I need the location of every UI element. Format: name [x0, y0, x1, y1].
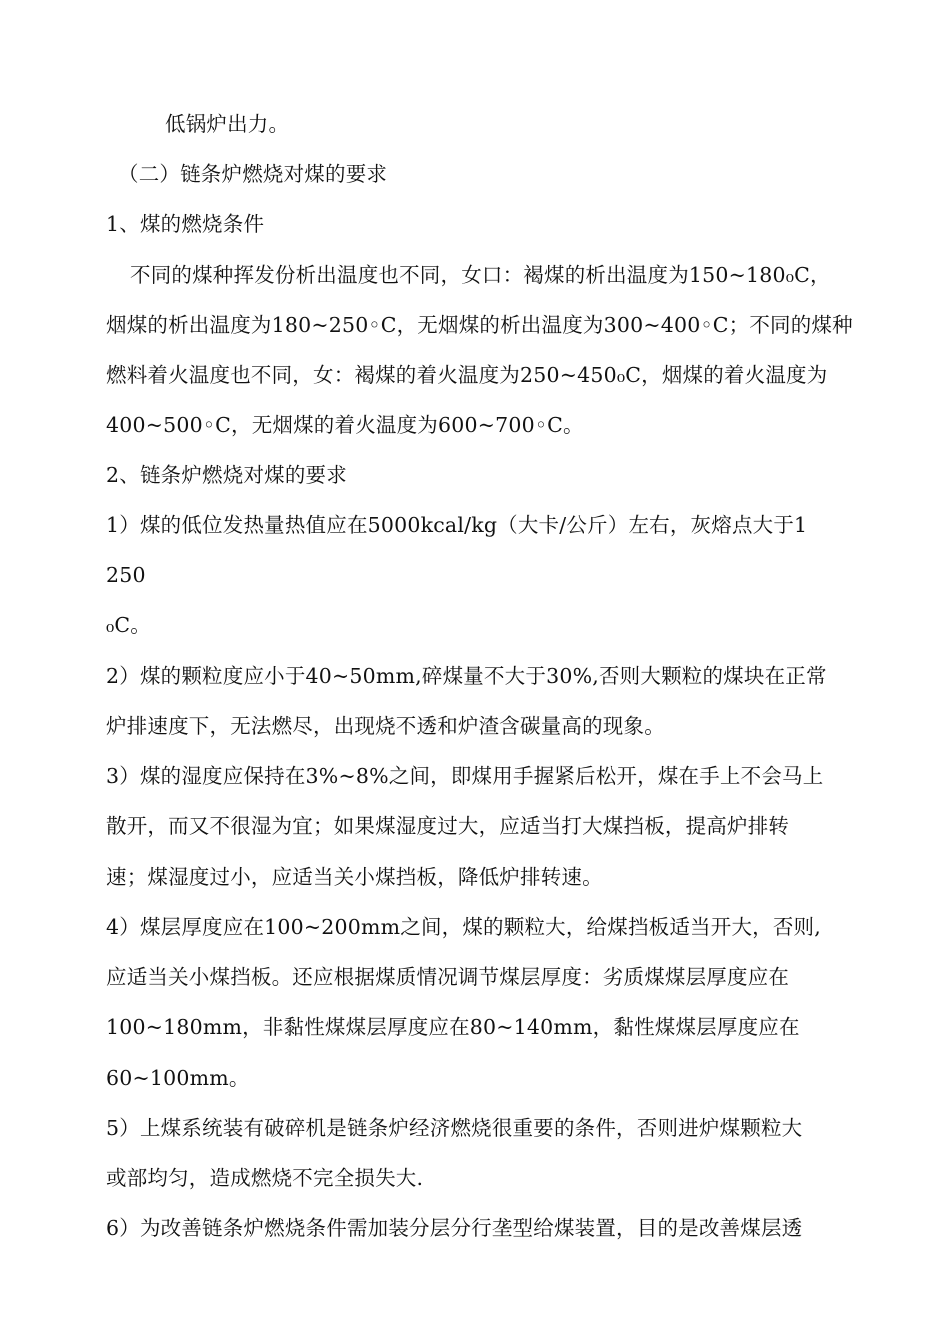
subsection-heading: 2、链条炉燃烧对煤的要求 — [106, 463, 347, 487]
list-item-line: 5）上煤系统装有破碎机是链条炉经济燃烧很重要的条件，否则进炉煤颗粒大 — [106, 1116, 803, 1140]
list-item-line: 速；煤湿度过小，应适当关小煤挡板，降低炉排转速。 — [106, 865, 603, 889]
list-item-line: 2）煤的颗粒度应小于40~50mm,碎煤量不大于30%,否则大颗粒的煤块在正常 — [106, 664, 827, 688]
list-item-line: 3）煤的湿度应保持在3%~8%之间，即煤用手握紧后松开，煤在手上不会马上 — [106, 764, 824, 788]
list-item-line: 应适当关小煤挡板。还应根据煤质情况调节煤层厚度：劣质煤煤层厚度应在 — [106, 965, 790, 989]
list-item-line: ₀C。 — [106, 613, 152, 637]
paragraph-line: 400~500◦C，无烟煤的着火温度为600~700◦C。 — [106, 413, 584, 437]
section-heading: （二）链条炉燃烧对煤的要求 — [118, 162, 388, 186]
list-item-line: 100~180mm，非黏性煤煤层厚度应在80~140mm，黏性煤煤层厚度应在 — [106, 1015, 800, 1039]
text-line: 低锅炉出力。 — [165, 112, 290, 136]
list-item-line: 6）为改善链条炉燃烧条件需加装分层分行垄型给煤装置，目的是改善煤层透 — [106, 1216, 803, 1240]
list-item-line: 60~100mm。 — [106, 1066, 250, 1090]
paragraph-line: 燃料着火温度也不同，女：褐煤的着火温度为250~450₀C，烟煤的着火温度为 — [106, 363, 828, 387]
list-item-line: 1）煤的低位发热量热值应在5000kcal/kg（大卡/公斤）左右，灰熔点大于1 — [106, 513, 808, 537]
list-item-line: 或部均匀，造成燃烧不完全损失大. — [106, 1166, 424, 1190]
list-item-line: 250 — [106, 563, 146, 587]
list-item-line: 散开，而又不很湿为宜；如果煤湿度过大，应适当打大煤挡板，提高炉排转 — [106, 814, 790, 838]
list-item-line: 4）煤层厚度应在100~200mm之间，煤的颗粒大，给煤挡板适当开大，否则, — [106, 915, 821, 939]
paragraph-line: 不同的煤种挥发份析出温度也不同，女口：褐煤的析出温度为150~180₀C， — [130, 263, 831, 287]
subsection-heading: 1、煤的燃烧条件 — [106, 212, 265, 236]
list-item-line: 炉排速度下，无法燃尽，出现烧不透和炉渣含碳量高的现象。 — [106, 714, 665, 738]
paragraph-line: 烟煤的析出温度为180~250◦C，无烟煤的析出温度为300~400◦C；不同的煤种 — [106, 313, 853, 337]
